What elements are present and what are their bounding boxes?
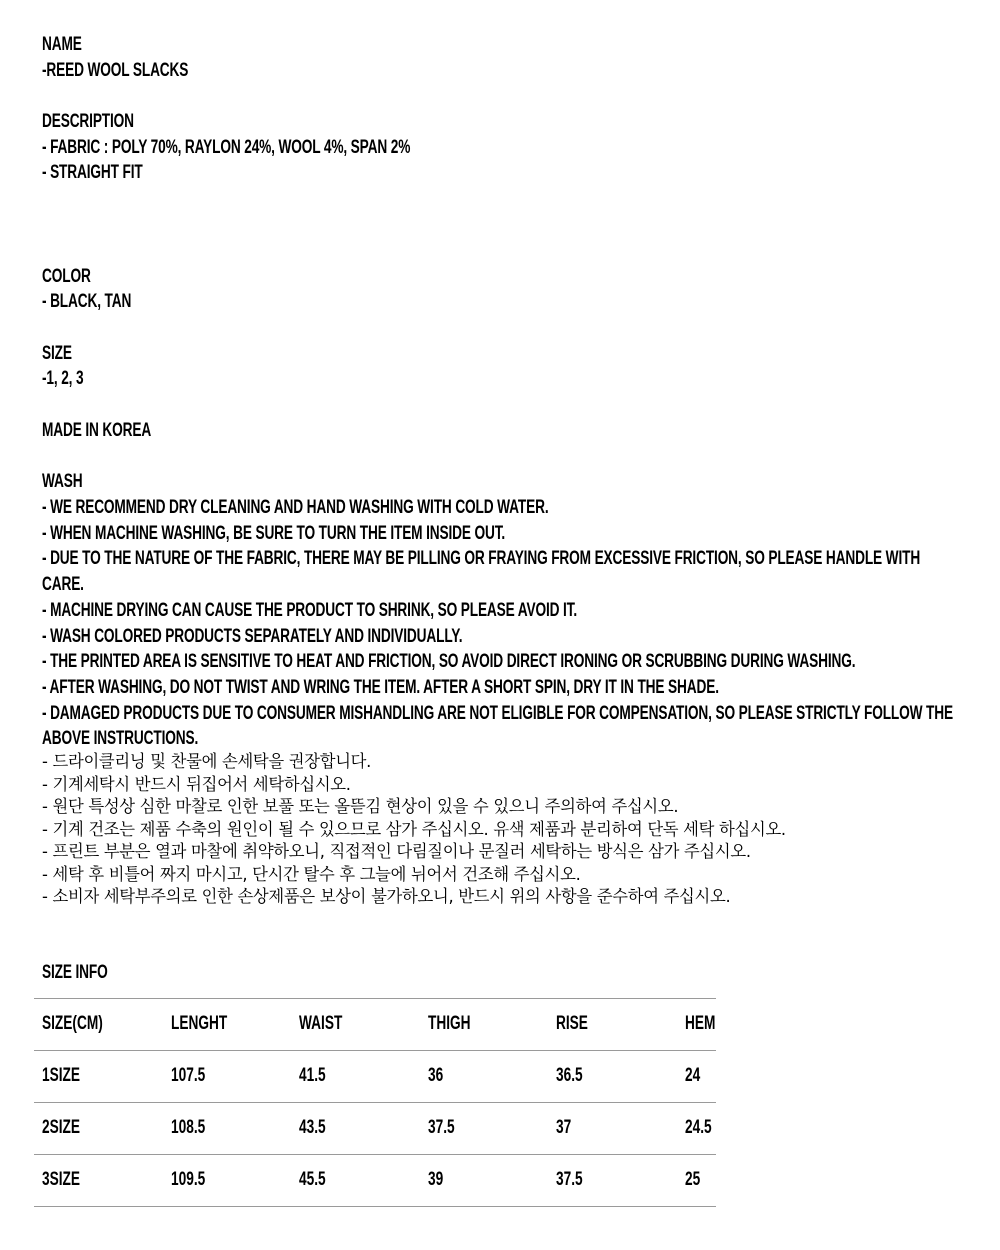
product-name: -REED WOOL SLACKS [42,60,189,81]
description-fit: - STRAIGHT FIT [42,162,143,183]
wash-line: - DUE TO THE NATURE OF THE FABRIC, THERE MAY BE PILLING OR FRAYING FROM EXCESSIVE FRICTION, SO PLEASE HANDLE WITH CARE. [42,548,921,596]
table-cell: 39 [428,1169,444,1190]
wash-ko-line: - 기계 건조는 제품 수축의 원인이 될 수 있으므로 삼가 주십시오. 유색 제품과 분리하여 단독 세탁 하십시오. [42,819,786,840]
name-heading: NAME [42,34,82,55]
wash-instructions-korean [42,751,817,909]
table-cell: 36.5 [556,1065,583,1086]
table-cell: 107.5 [171,1065,206,1086]
table-cell: 3SIZE [42,1169,81,1190]
table-cell: 37 [556,1117,572,1138]
description-fabric: - FABRIC : POLY 70%, RAYLON 24%, WOOL 4%, SPAN 2% [42,137,411,158]
wash-line: - DAMAGED PRODUCTS DUE TO CONSUMER MISHANDLING ARE NOT ELIGIBLE FOR COMPENSATION, SO PLEASE STRICTLY FOLLOW THE ABOVE INSTRUCTIONS. [42,702,953,750]
made-in-label: MADE IN KOREA [42,420,152,441]
column-header-size: SIZE(CM) [42,1013,103,1034]
table-cell: 25 [685,1169,701,1190]
wash-ko-line: - 기계세탁시 반드시 뒤집어서 세탁하십시오. [42,774,351,795]
table-cell: 2SIZE [42,1117,81,1138]
wash-line: - AFTER WASHING, DO NOT TWIST AND WRING THE ITEM. AFTER A SHORT SPIN, DRY IT IN THE SHADE. [42,676,719,698]
size-table [34,998,716,1207]
size-value: -1, 2, 3 [42,368,84,389]
description-heading: DESCRIPTION [42,111,134,132]
wash-line: - WE RECOMMEND DRY CLEANING AND HAND WASHING WITH COLD WATER. [42,497,549,518]
size-heading: SIZE [42,343,72,364]
column-header-length: LENGHT [171,1013,228,1034]
column-header-waist: WAIST [299,1013,343,1034]
table-cell: 37.5 [428,1117,455,1138]
column-header-thigh: THIGH [428,1013,471,1034]
table-cell: 108.5 [171,1117,206,1138]
table-cell: 36 [428,1065,444,1086]
wash-ko-line: - 소비자 세탁부주의로 인한 손상제품은 보상이 불가하오니, 반드시 위의 사항을 준수하여 주십시오. [42,887,731,907]
table-cell: 45.5 [299,1169,326,1190]
table-row [34,1154,716,1207]
wash-instructions [42,495,956,752]
wash-ko-line: - 원단 특성상 심한 마찰로 인한 보풀 또는 올뜯김 현상이 있을 수 있으니 주의하여 주십시오. [42,797,679,817]
table-cell: 24.5 [685,1117,712,1138]
table-cell: 37.5 [556,1169,583,1190]
color-value: - BLACK, TAN [42,291,132,312]
wash-ko-line: - 프린트 부분은 열과 마찰에 취약하오니, 직접적인 다림질이나 문질러 세탁하는 방식은 삼가 주십시오. [42,842,751,862]
wash-ko-line: - 세탁 후 비틀어 짜지 마시고, 단시간 탈수 후 그늘에 뉘어서 건조해 주십시오. [42,864,581,885]
wash-line: - WHEN MACHINE WASHING, BE SURE TO TURN THE ITEM INSIDE OUT. [42,522,506,544]
table-row [34,1050,716,1102]
wash-ko-line: - 드라이클리닝 및 찬물에 손세탁을 권장합니다. [42,752,372,772]
table-row [34,1102,716,1154]
table-cell: 24 [685,1065,701,1086]
wash-heading: WASH [42,471,83,492]
table-cell: 109.5 [171,1169,206,1190]
size-info-heading: SIZE INFO [42,962,108,983]
column-header-rise: RISE [556,1013,588,1034]
color-heading: COLOR [42,266,91,287]
column-header-hem: HEM [685,1013,716,1034]
table-cell: 41.5 [299,1065,326,1086]
table-cell: 43.5 [299,1117,326,1138]
wash-line: - MACHINE DRYING CAN CAUSE THE PRODUCT TO SHRINK, SO PLEASE AVOID IT. [42,599,578,621]
wash-line: - WASH COLORED PRODUCTS SEPARATELY AND INDIVIDUALLY. [42,625,463,647]
wash-line: - THE PRINTED AREA IS SENSITIVE TO HEAT AND FRICTION, SO AVOID DIRECT IRONING OR SCRUBBING DURING WASHING. [42,651,856,673]
table-cell: 1SIZE [42,1065,81,1086]
table-header-row [34,998,716,1050]
